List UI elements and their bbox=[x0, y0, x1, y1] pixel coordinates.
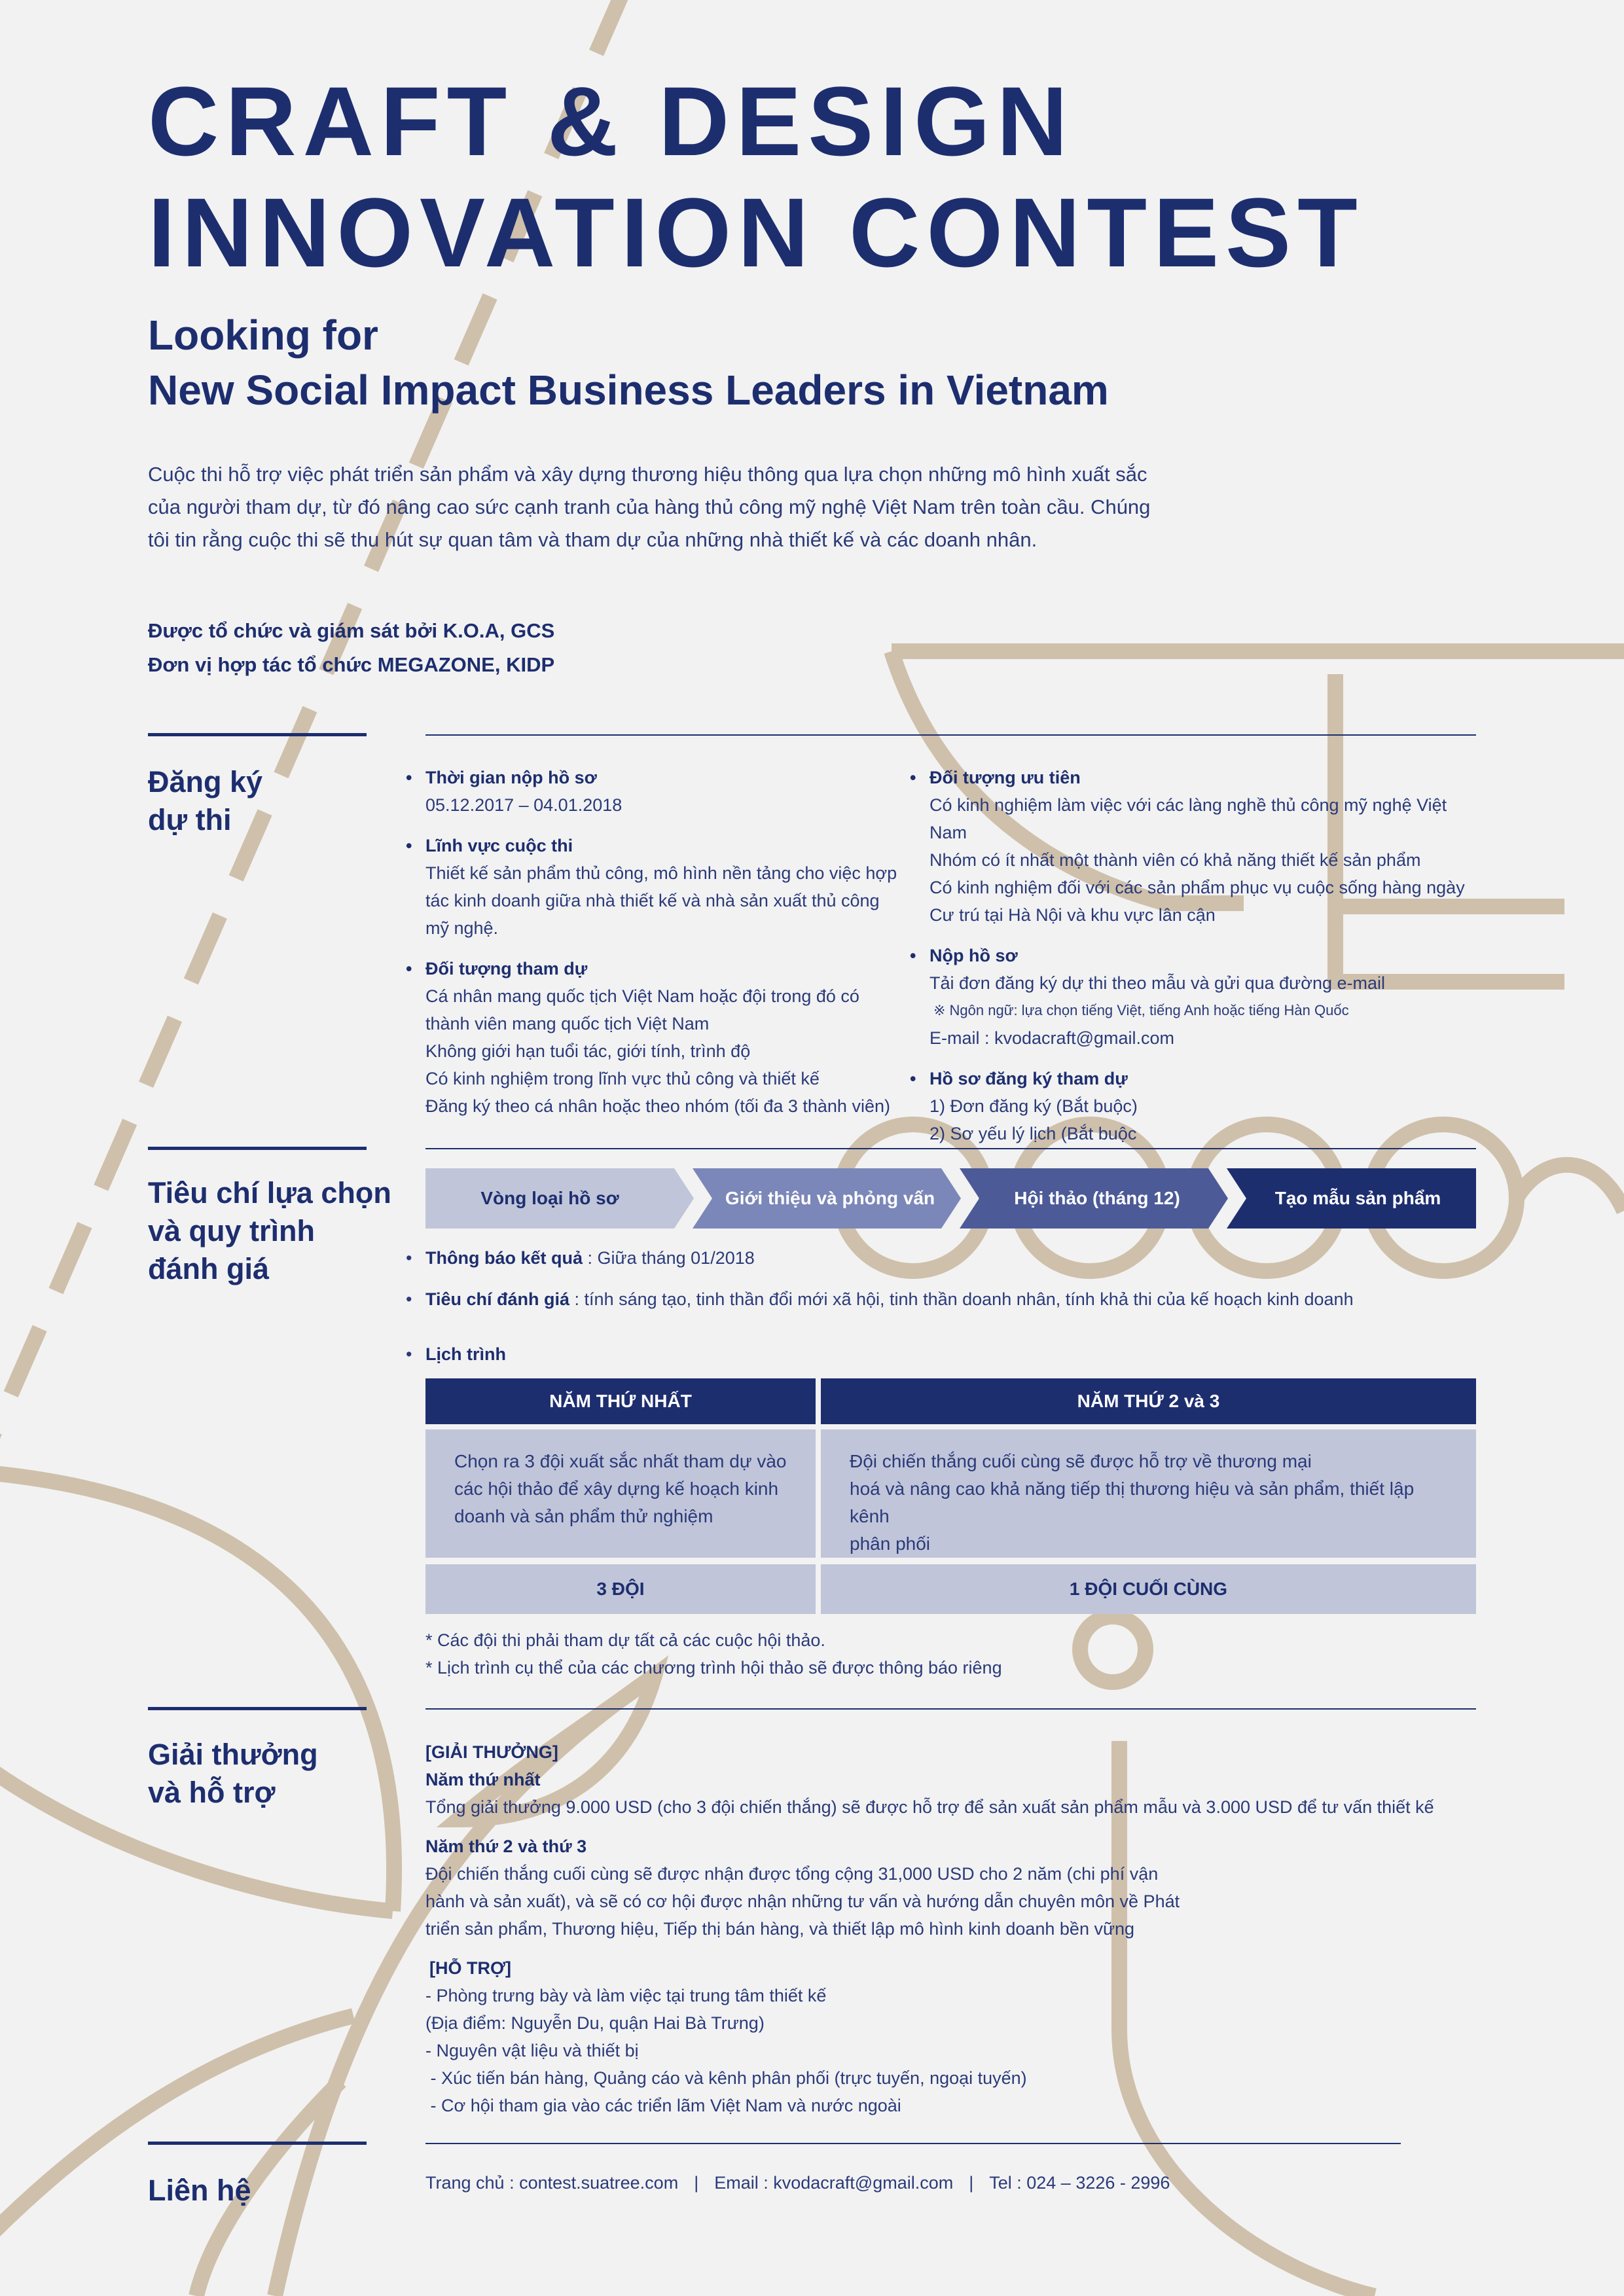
year23-line: Đội chiến thắng cuối cùng sẽ được nhận được tổng cộng 31,000 USD cho 2 năm (chi phí vận bbox=[425, 1864, 1159, 1884]
intro-paragraph bbox=[148, 458, 1163, 556]
eligible-line: Cá nhân mang quốc tịch Việt Nam hoặc đội trong đó có bbox=[425, 986, 859, 1006]
priority-heading: • Đối tượng ưu tiên bbox=[929, 764, 1479, 791]
registration-left-column bbox=[425, 764, 923, 1120]
section-title-line: Tiêu chí lựa chọn bbox=[148, 1176, 391, 1210]
submit-language-note: ※ Ngôn ngữ: lựa chọn tiếng Việt, tiếng Anh hoặc tiếng Hàn Quốc bbox=[933, 1002, 1349, 1018]
section-rule bbox=[148, 1707, 367, 1710]
section-title-line: và quy trình bbox=[148, 1214, 316, 1247]
section-rule bbox=[148, 733, 367, 736]
small-ring bbox=[1080, 1617, 1146, 1682]
section-rule bbox=[148, 2142, 367, 2145]
step-2: Giới thiệu và phỏng vấn bbox=[725, 1188, 935, 1208]
priority-line: Cư trú tại Hà Nội và khu vực lân cận bbox=[929, 905, 1216, 925]
step-4: Tạo mẫu sản phẩm bbox=[1274, 1188, 1441, 1208]
step-1: Vòng loại hồ sơ bbox=[480, 1188, 619, 1208]
contact-email[interactable]: Email : kvodacraft@gmail.com bbox=[714, 2173, 954, 2193]
section-rule bbox=[425, 1148, 1476, 1149]
schedule-footer-year23: 1 ĐỘI CUỐI CÙNG bbox=[821, 1564, 1476, 1614]
section-title-registration bbox=[148, 763, 262, 839]
field-line: tác kinh doanh giữa nhà thiết kế và nhà sản xuất thủ công bbox=[425, 891, 880, 910]
section-title-line: Đăng ký bbox=[148, 765, 263, 798]
contact-separator: | bbox=[694, 2173, 699, 2193]
schedule-body-year23 bbox=[821, 1429, 1476, 1558]
section-rule bbox=[425, 2143, 1401, 2144]
schedule-note: * Lịch trình cụ thể của các chương trình hội thảo sẽ được thông báo riêng bbox=[425, 1658, 1002, 1677]
schedule-notes bbox=[425, 1626, 1002, 1681]
submit-email: E-mail : kvodacraft@gmail.com bbox=[929, 1028, 1175, 1048]
contact-homepage[interactable]: Trang chủ : contest.suatree.com bbox=[425, 2173, 679, 2193]
schedule-header-year23: NĂM THỨ 2 và 3 bbox=[821, 1378, 1476, 1424]
docs-line: 2) Sơ yếu lý lịch (Bắt buộc bbox=[929, 1124, 1137, 1143]
field-line: Thiết kế sản phẩm thủ công, mô hình nền tảng cho việc hợp bbox=[425, 863, 897, 883]
priority-line: Có kinh nghiệm làm việc với các làng nghề thủ công mỹ nghệ Việt Nam bbox=[929, 795, 1447, 842]
schedule-text: Chọn ra 3 đội xuất sắc nhất tham dự vào bbox=[454, 1451, 787, 1471]
subtitle bbox=[148, 308, 1109, 418]
intro-line: của người tham dự, từ đó nâng cao sức cạnh tranh của hàng thủ công mỹ nghệ Việt Nam trên toàn cầu. Chúng bbox=[148, 495, 1151, 518]
period-value: 05.12.2017 – 04.01.2018 bbox=[425, 795, 623, 815]
schedule-footer-year1: 3 ĐỘI bbox=[425, 1564, 816, 1614]
year1-heading: Năm thứ nhất bbox=[425, 1770, 541, 1789]
support-line: - Cơ hội tham gia vào các triển lãm Việt Nam và nước ngoài bbox=[425, 2096, 901, 2115]
title-line-2: INNOVATION CONTEST bbox=[148, 177, 1364, 287]
field-line: mỹ nghệ. bbox=[425, 918, 499, 938]
support-tag: [HỖ TRỢ] bbox=[429, 1958, 512, 1978]
section-title-contact: Liên hệ bbox=[148, 2174, 251, 2207]
year23-line: triển sản phẩm, Thương hiệu, Tiếp thị bán hàng, và thiết lập mô hình kinh doanh bền vững bbox=[425, 1919, 1135, 1939]
year1-text: Tổng giải thưởng 9.000 USD (cho 3 đội chiến thắng) sẽ được hỗ trợ để sản xuất sản phẩm mẫu và 3.000 USD để tư vấn thiết kế bbox=[425, 1797, 1434, 1817]
eligible-line: Có kinh nghiệm trong lĩnh vực thủ công và thiết kế bbox=[425, 1069, 820, 1088]
year23-heading: Năm thứ 2 và thứ 3 bbox=[425, 1837, 587, 1856]
criteria-value: : tính sáng tạo, tinh thần đổi mới xã hội, tinh thần doanh nhân, tính khả thi của kế hoạch kinh doanh bbox=[569, 1289, 1354, 1309]
section-title-line: đánh giá bbox=[148, 1252, 270, 1285]
contact-phone[interactable]: Tel : 024 – 3226 - 2996 bbox=[989, 2173, 1170, 2193]
wave-tail bbox=[1517, 1165, 1624, 1211]
schedule-body-year1 bbox=[425, 1429, 816, 1558]
schedule-label: Lịch trình bbox=[425, 1344, 506, 1364]
schedule-note: * Các đội thi phải tham dự tất cả các cuộc hội thảo. bbox=[425, 1630, 825, 1650]
section-title-selection bbox=[148, 1174, 391, 1288]
schedule-text: hoá và nâng cao khả năng tiếp thị thương hiệu và sản phẩm, thiết lập kênh bbox=[850, 1479, 1415, 1526]
eligible-line: thành viên mang quốc tịch Việt Nam bbox=[425, 1014, 710, 1033]
criteria-label: Tiêu chí đánh giá bbox=[425, 1289, 570, 1309]
contact-info bbox=[425, 2173, 1170, 2193]
schedule-label-line bbox=[425, 1340, 506, 1368]
support-line: - Nguyên vật liệu và thiết bị bbox=[425, 2041, 639, 2060]
support-line: (Địa điểm: Nguyễn Du, quận Hai Bà Trưng) bbox=[425, 2013, 765, 2033]
submit-line: Tải đơn đăng ký dự thi theo mẫu và gửi qua đường e-mail bbox=[929, 973, 1386, 993]
eligible-line: Không giới hạn tuổi tác, giới tính, trình độ bbox=[425, 1041, 751, 1061]
step-3: Hội thảo (tháng 12) bbox=[1014, 1188, 1180, 1208]
contact-separator: | bbox=[969, 2173, 974, 2193]
section-rule bbox=[148, 1147, 367, 1150]
registration-right-column bbox=[929, 764, 1479, 1147]
priority-line: Nhóm có ít nhất một thành viên có khả năng thiết kế sản phẩm bbox=[929, 850, 1421, 870]
priority-line: Có kinh nghiệm đối với các sản phẩm phục vụ cuộc sống hàng ngày bbox=[929, 878, 1465, 897]
section-rule bbox=[425, 734, 1476, 736]
page-title bbox=[148, 65, 1364, 288]
submit-heading: • Nộp hồ sơ bbox=[929, 942, 1479, 969]
organizers bbox=[148, 614, 554, 682]
year23-line: hành và sản xuất), và sẽ có cơ hội được nhận những tư vấn và hướng dẫn chuyên môn về Phát bbox=[425, 1892, 1180, 1911]
support-line: - Xúc tiến bán hàng, Quảng cáo và kênh phân phối (trực tuyến, ngoại tuyến) bbox=[425, 2068, 1027, 2088]
evaluation-criteria bbox=[425, 1285, 1354, 1313]
docs-heading: • Hồ sơ đăng ký tham dự bbox=[929, 1065, 1479, 1092]
section-title-line: và hỗ trợ bbox=[148, 1776, 276, 1809]
title-line-1: CRAFT & DESIGN bbox=[148, 66, 1074, 176]
subtitle-line-2: New Social Impact Business Leaders in Vietnam bbox=[148, 367, 1109, 414]
field-heading: • Lĩnh vực cuộc thi bbox=[425, 832, 923, 859]
plant-leaf bbox=[0, 1473, 394, 1911]
support-line: - Phòng trưng bày và làm việc tại trung tâm thiết kế bbox=[425, 1986, 827, 2005]
section-rule bbox=[425, 1708, 1476, 1710]
eligible-line: Đăng ký theo cá nhân hoặc theo nhóm (tối đa 3 thành viên) bbox=[425, 1096, 890, 1116]
prize-tag: [GIẢI THƯỞNG] bbox=[425, 1742, 558, 1762]
result-label: Thông báo kết quả bbox=[425, 1248, 583, 1268]
intro-line: tôi tin rằng cuộc thi sẽ thu hút sự quan tâm và tham dự của những nhà thiết kế và các doanh nhân. bbox=[148, 528, 1038, 551]
period-heading: • Thời gian nộp hồ sơ bbox=[425, 764, 923, 791]
awards-content bbox=[425, 1738, 1479, 2119]
schedule-header-year1: NĂM THỨ NHẤT bbox=[425, 1378, 816, 1424]
schedule-text: các hội thảo để xây dựng kế hoạch kinh bbox=[454, 1479, 779, 1499]
result-value: : Giữa tháng 01/2018 bbox=[583, 1248, 755, 1268]
result-announcement bbox=[425, 1244, 755, 1272]
section-title-line: Giải thưởng bbox=[148, 1738, 318, 1771]
docs-line: 1) Đơn đăng ký (Bắt buộc) bbox=[929, 1096, 1138, 1116]
schedule-text: doanh và sản phẩm thử nghiệm bbox=[454, 1506, 713, 1526]
organizer-line: Được tổ chức và giám sát bởi K.O.A, GCS bbox=[148, 619, 555, 642]
schedule-text: Đội chiến thắng cuối cùng sẽ được hỗ trợ về thương mại bbox=[850, 1451, 1312, 1471]
section-title-line: dự thi bbox=[148, 803, 232, 836]
schedule-text: phân phối bbox=[850, 1534, 931, 1554]
partner-line: Đơn vị hợp tác tổ chức MEGAZONE, KIDP bbox=[148, 653, 555, 676]
eligible-heading: • Đối tượng tham dự bbox=[425, 955, 923, 982]
section-title-awards bbox=[148, 1736, 318, 1812]
intro-line: Cuộc thi hỗ trợ việc phát triển sản phẩm và xây dựng thương hiệu thông qua lựa chọn những mô hình xuất sắc bbox=[148, 463, 1147, 486]
subtitle-line-1: Looking for bbox=[148, 312, 378, 359]
